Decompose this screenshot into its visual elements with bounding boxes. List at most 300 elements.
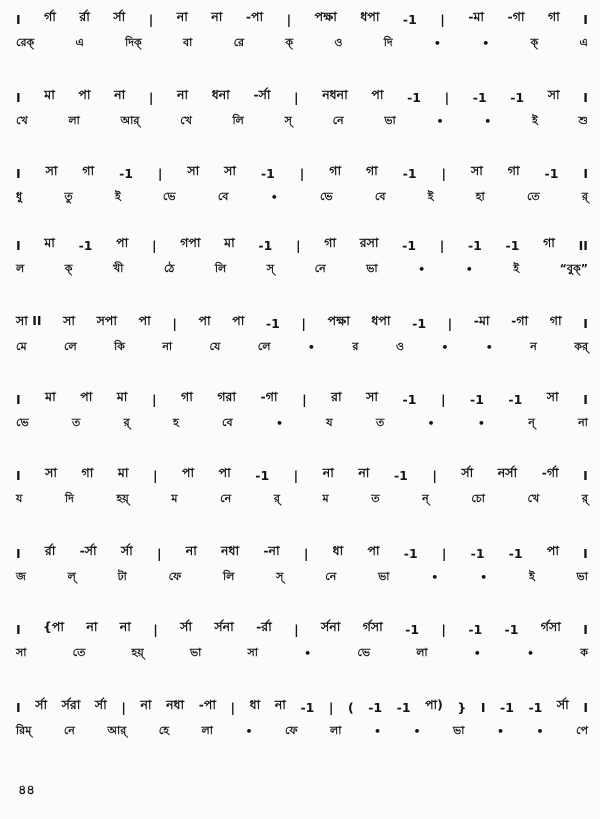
note-token: -1 (508, 545, 523, 561)
note-token: মা (44, 87, 55, 102)
note-token: না (177, 87, 189, 102)
lyric-token: নে (314, 261, 326, 275)
note-token: | (230, 699, 236, 715)
note-token: সা (224, 163, 237, 178)
note-token: র্সা (180, 619, 193, 634)
note-token: | (157, 165, 163, 181)
note-token: না (119, 619, 131, 634)
note-token: -মা (473, 313, 490, 328)
swaralipi-line (16, 10, 588, 28)
note-token: -গা (511, 313, 529, 328)
note-token: II (578, 237, 588, 253)
lyric-token: হ (172, 415, 179, 429)
lyric-line (16, 112, 588, 130)
lyric-token: জ (16, 569, 26, 583)
lyric-line (16, 260, 588, 278)
note-token: -1 (412, 315, 427, 331)
lyric-token: ফে (285, 723, 298, 737)
note-token: | (439, 237, 445, 253)
lyric-token: ভা (189, 645, 202, 659)
note-token: -1 (510, 89, 525, 105)
lyric-token: তে (526, 189, 540, 203)
swaralipi-line (16, 620, 588, 638)
lyric-token: ভা (453, 723, 465, 737)
note-token: -1 (470, 391, 484, 407)
note-token: -র্সা (79, 543, 97, 558)
note-token: | (172, 315, 177, 331)
lyric-token: ও (334, 35, 343, 49)
note-token: I (583, 467, 588, 483)
note-token: | (293, 467, 299, 483)
lyric-token: লি (223, 569, 235, 583)
lyric-token: ই (528, 569, 535, 583)
lyric-token: নে (220, 491, 232, 505)
note-token: -পা (198, 697, 216, 712)
note-token: পক্ষা (314, 9, 337, 24)
note-token: -1 (468, 621, 483, 637)
lyric-token: তে (72, 645, 86, 659)
note-token: I (583, 315, 588, 331)
lyric-token: ক (580, 645, 588, 659)
lyric-token: ন (530, 339, 537, 353)
note-token: -গা (260, 389, 278, 404)
note-token: সা (187, 163, 200, 178)
note-token: I (16, 237, 21, 253)
note-token: -1 (470, 545, 485, 561)
note-token: র্সা (113, 9, 126, 24)
note-token: র্গসা (362, 619, 383, 634)
note-token: -1 (255, 467, 270, 483)
lyric-token: ম (322, 491, 329, 505)
note-token: -1 (402, 165, 417, 181)
lyric-token: • (275, 416, 283, 430)
note-token: মা (45, 389, 56, 404)
lyric-token: নে (325, 569, 337, 583)
lyric-token: কর্ (574, 339, 588, 353)
note-token: সা II (16, 313, 42, 328)
note-token: গা (329, 163, 342, 178)
lyric-token: • (526, 646, 535, 660)
note-token: ধপা (360, 9, 380, 24)
note-token: I (583, 545, 588, 561)
lyric-token: • (373, 724, 381, 738)
note-token: -1 (402, 237, 417, 253)
lyric-token: ত (375, 415, 385, 429)
stanza-row (0, 164, 600, 214)
stanza-row (0, 88, 600, 138)
lyric-token: এ (579, 35, 588, 49)
note-token: I (583, 89, 588, 105)
note-token: না (185, 543, 197, 558)
lyric-token: চো (471, 491, 485, 505)
note-token: -1 (368, 699, 383, 715)
note-token: না (114, 87, 126, 102)
note-token: নধনা (322, 87, 348, 102)
lyric-token: ন্ (422, 491, 429, 505)
note-token: র্রা (44, 543, 56, 558)
note-token: I (16, 89, 21, 105)
stanza-row (0, 698, 600, 748)
note-token: মা (116, 389, 128, 404)
lyric-token: • (436, 114, 444, 128)
note-token: I (16, 699, 21, 715)
lyric-token: ত (371, 491, 380, 505)
swaralipi-line (16, 466, 588, 484)
lyric-token: দিক্ (125, 35, 142, 49)
note-token: | (441, 545, 447, 561)
note-token: -1 (402, 11, 417, 27)
lyric-token: য (326, 415, 333, 429)
note-token: সা (45, 163, 58, 178)
swaralipi-line (16, 314, 588, 332)
lyric-token: ভা (366, 261, 378, 275)
lyric-token: যে (209, 339, 221, 353)
note-token: না (86, 619, 98, 634)
note-token: I (583, 699, 588, 715)
lyric-line (16, 414, 588, 432)
note-token: পা (232, 313, 245, 328)
note-token: সা (45, 465, 58, 480)
lyric-token: এ (75, 35, 84, 49)
lyric-line (16, 722, 588, 740)
lyric-line (16, 338, 588, 356)
note-token: -1 (528, 699, 543, 715)
note-token: I (16, 11, 21, 27)
lyric-token: য (16, 491, 23, 505)
lyric-token: হয়্ (131, 645, 144, 659)
swaralipi-line (16, 698, 588, 716)
note-token: পা (78, 87, 91, 102)
note-token: পা (138, 313, 151, 328)
note-token: মা (117, 465, 129, 480)
lyric-token: • (304, 646, 312, 660)
note-token: I (16, 467, 21, 483)
note-token: গা (82, 163, 95, 178)
note-token: -পা (245, 9, 264, 24)
note-token: | (328, 699, 334, 715)
note-token: -1 (396, 699, 411, 715)
stanza-row (0, 314, 600, 364)
note-token: | (441, 165, 447, 181)
lyric-line (16, 644, 588, 662)
note-token: নর্সা (497, 465, 518, 480)
note-token: সপা (96, 313, 117, 328)
note-token: সা (546, 389, 559, 404)
note-token: -না (263, 543, 280, 558)
lyric-token: আর্ (120, 113, 140, 127)
note-token: গা (324, 235, 337, 250)
note-token: সা (63, 313, 76, 328)
note-token: পা (367, 543, 380, 558)
lyric-token: ক্ (530, 35, 539, 49)
note-token: র্সা (461, 465, 474, 480)
lyric-token: ত (71, 415, 81, 429)
lyric-token: ভে (162, 189, 176, 203)
note-token: ধপা (371, 313, 391, 328)
lyric-token: • (413, 724, 421, 738)
note-token: | (286, 11, 292, 27)
note-token: সা (471, 163, 483, 178)
note-token: -1 (504, 621, 519, 637)
swaralipi-line (16, 88, 588, 106)
note-token: -1 (472, 89, 487, 105)
lyric-token: ধু (16, 189, 23, 203)
lyric-token: তু (64, 189, 73, 203)
stanza-row (0, 10, 600, 60)
lyric-token: ও (395, 339, 404, 353)
lyric-token: ভা (576, 569, 588, 583)
lyric-token: র্ (273, 491, 280, 505)
lyric-token: লা (201, 723, 213, 737)
lyric-token: পে (576, 723, 588, 737)
lyric-line (16, 34, 588, 52)
note-token: | (440, 11, 445, 27)
note-token: -1 (300, 699, 315, 715)
stanza-row (0, 466, 600, 516)
stanza-row (0, 620, 600, 670)
lyric-token: নে (332, 113, 344, 127)
lyric-line (16, 490, 588, 508)
note-token: I (583, 621, 588, 637)
lyric-token: ই (531, 113, 538, 127)
lyric-token: শু (578, 113, 588, 127)
note-token: রসা (359, 235, 379, 250)
note-token: | (294, 621, 299, 637)
lyric-token: খে (180, 113, 192, 127)
note-token: | (121, 699, 126, 715)
note-token: | (153, 621, 158, 637)
note-token: | (148, 89, 154, 105)
note-token: পা (116, 235, 129, 250)
lyric-line (16, 568, 588, 586)
note-token: ধা (249, 697, 261, 712)
note-token: -1 (78, 237, 93, 253)
lyric-token: মে (16, 339, 27, 353)
note-token: র্সনা (214, 619, 234, 634)
note-token: | (148, 11, 154, 27)
note-token: পক্ষা (327, 313, 350, 328)
lyric-token: হে (158, 723, 170, 737)
lyric-token: • (431, 570, 439, 584)
note-token: না (274, 697, 286, 712)
lyric-token: লি (214, 261, 227, 275)
lyric-token: সা (247, 645, 258, 659)
note-token: | (302, 391, 307, 407)
note-token: পা (546, 543, 559, 558)
note-token: I (583, 391, 588, 407)
lyric-token: ভা (378, 569, 390, 583)
lyric-token: ভে (319, 189, 333, 203)
note-token: -1 (258, 237, 273, 253)
lyric-token: র্ (123, 415, 130, 429)
note-token: র্গা (44, 9, 56, 24)
lyric-token: খে (16, 113, 28, 127)
lyric-token: • (536, 724, 544, 738)
note-token: সা (366, 389, 379, 404)
lyric-token: রেক্ (16, 35, 35, 49)
note-token: গরা (217, 389, 237, 404)
note-token: না (140, 697, 152, 712)
note-token: গা (549, 313, 562, 328)
note-token: র্সা (556, 697, 569, 712)
note-token: পা (198, 313, 211, 328)
lyric-token: বে (222, 415, 233, 429)
note-token: -মা (468, 9, 485, 24)
lyric-token: ভা (384, 113, 396, 127)
lyric-token: দি (383, 35, 393, 49)
lyric-token: না (162, 339, 173, 353)
lyric-token: ন্ (528, 415, 535, 429)
lyric-token: ঠে (163, 261, 175, 275)
lyric-token: আর্ (107, 723, 127, 737)
lyric-token: খে (527, 491, 540, 505)
lyric-token: বা (183, 35, 193, 49)
note-token: মা (224, 235, 235, 250)
lyric-token: র (352, 339, 359, 353)
note-token: -1 (265, 315, 280, 331)
note-token: -1 (505, 237, 520, 253)
lyric-token: খী (113, 261, 124, 275)
lyric-token: • (270, 190, 278, 204)
note-token: পা (80, 389, 93, 404)
lyric-token: • (441, 340, 449, 354)
note-token: মা (44, 235, 55, 250)
note-token: পা (218, 465, 231, 480)
note-token: -র্সা (253, 87, 271, 102)
note-token: ধনা (211, 87, 230, 102)
lyric-token: ই (427, 189, 434, 203)
lyric-token: • (485, 340, 493, 354)
swaralipi-line (16, 164, 588, 182)
note-token: র্সা (35, 697, 48, 712)
note-token: | (440, 391, 446, 407)
note-token: নধা (221, 543, 240, 558)
note-token: পা (371, 87, 384, 102)
note-token: I (16, 165, 21, 181)
note-token: {পা (43, 619, 65, 634)
lyric-token: ম (171, 491, 178, 505)
note-token: | (301, 315, 306, 331)
note-token: র্সনা (321, 619, 341, 634)
lyric-token: ল (16, 261, 25, 275)
note-token: | (152, 467, 158, 483)
lyric-token: • (307, 340, 315, 354)
lyric-token: লে (64, 339, 77, 353)
note-token: -1 (544, 165, 559, 181)
note-token: | (294, 89, 299, 105)
note-token: নধা (166, 697, 185, 712)
note-token: | (432, 467, 437, 483)
note-token: রা (331, 389, 342, 404)
note-token: সা (547, 87, 560, 102)
note-token: -র্রা (256, 619, 272, 634)
lyric-token: ল্ (67, 569, 76, 583)
lyric-token: • (480, 570, 488, 584)
lyric-token: • (496, 724, 504, 738)
note-token: না (322, 465, 334, 480)
lyric-token: ক্ (64, 261, 73, 275)
note-token: না (211, 9, 223, 24)
lyric-token: • (433, 36, 441, 50)
note-token: গা (181, 389, 193, 404)
lyric-token: লি (232, 113, 244, 127)
swaralipi-line (16, 236, 588, 254)
note-token: I (16, 621, 21, 637)
lyric-token: কি (114, 339, 125, 353)
note-token: | (295, 237, 301, 253)
lyric-token: লা (416, 645, 428, 659)
note-token: না (176, 9, 188, 24)
note-token: | (447, 315, 453, 331)
lyric-token: নে (63, 723, 75, 737)
note-token: I (480, 699, 486, 715)
note-token: | (151, 237, 157, 253)
lyric-token: • (245, 724, 253, 738)
lyric-token: • (465, 262, 473, 276)
lyric-token: • (477, 416, 485, 430)
note-token: I (583, 11, 588, 27)
note-token: গা (547, 9, 560, 24)
note-token: -1 (402, 391, 417, 407)
lyric-token: রে (233, 35, 245, 49)
lyric-token: সা (16, 645, 27, 659)
note-token: } (457, 699, 467, 715)
note-token: পা (182, 465, 195, 480)
swaralipi-line (16, 390, 588, 408)
note-token: I (16, 391, 21, 407)
lyric-token: ক্ (285, 35, 294, 49)
stanza-row (0, 236, 600, 286)
lyric-token: স্ (276, 569, 284, 583)
lyric-token: ই (513, 261, 520, 275)
lyric-token: রিম্ (16, 723, 32, 737)
lyric-token: ই (114, 189, 121, 203)
lyric-token: • (427, 416, 435, 430)
lyric-token: লে (257, 339, 271, 353)
lyric-token: স্ (284, 113, 292, 127)
lyric-token: ভে (16, 415, 29, 429)
note-token: -1 (508, 391, 523, 407)
lyric-token: র্ (581, 189, 588, 203)
lyric-line (16, 188, 588, 206)
stanza-row (0, 390, 600, 440)
note-token: গা (365, 163, 378, 178)
note-token: | (444, 89, 450, 105)
note-token: গপা (180, 235, 201, 250)
lyric-token: বে (374, 189, 386, 203)
lyric-token: র্ (581, 491, 588, 505)
note-token: র্সা (94, 697, 107, 712)
note-token: -1 (260, 165, 275, 181)
lyric-token: না (578, 415, 588, 429)
note-token: -1 (407, 89, 421, 105)
lyric-token: স্ (266, 261, 275, 275)
lyric-token: বে (217, 189, 229, 203)
lyric-token: লা (330, 723, 342, 737)
note-token: র্সরা (61, 697, 81, 712)
lyric-token: • (484, 114, 492, 128)
page-number: ৪৪ (18, 783, 35, 798)
note-token: | (299, 165, 305, 181)
note-token: গা (81, 465, 94, 480)
note-token: -গা (507, 9, 525, 24)
lyric-token: • (473, 646, 481, 660)
note-token: | (156, 545, 162, 561)
lyric-token: হা (475, 189, 485, 203)
note-token: | (151, 391, 157, 407)
lyric-token: হয়্ (116, 491, 129, 505)
note-token: I (16, 545, 21, 561)
